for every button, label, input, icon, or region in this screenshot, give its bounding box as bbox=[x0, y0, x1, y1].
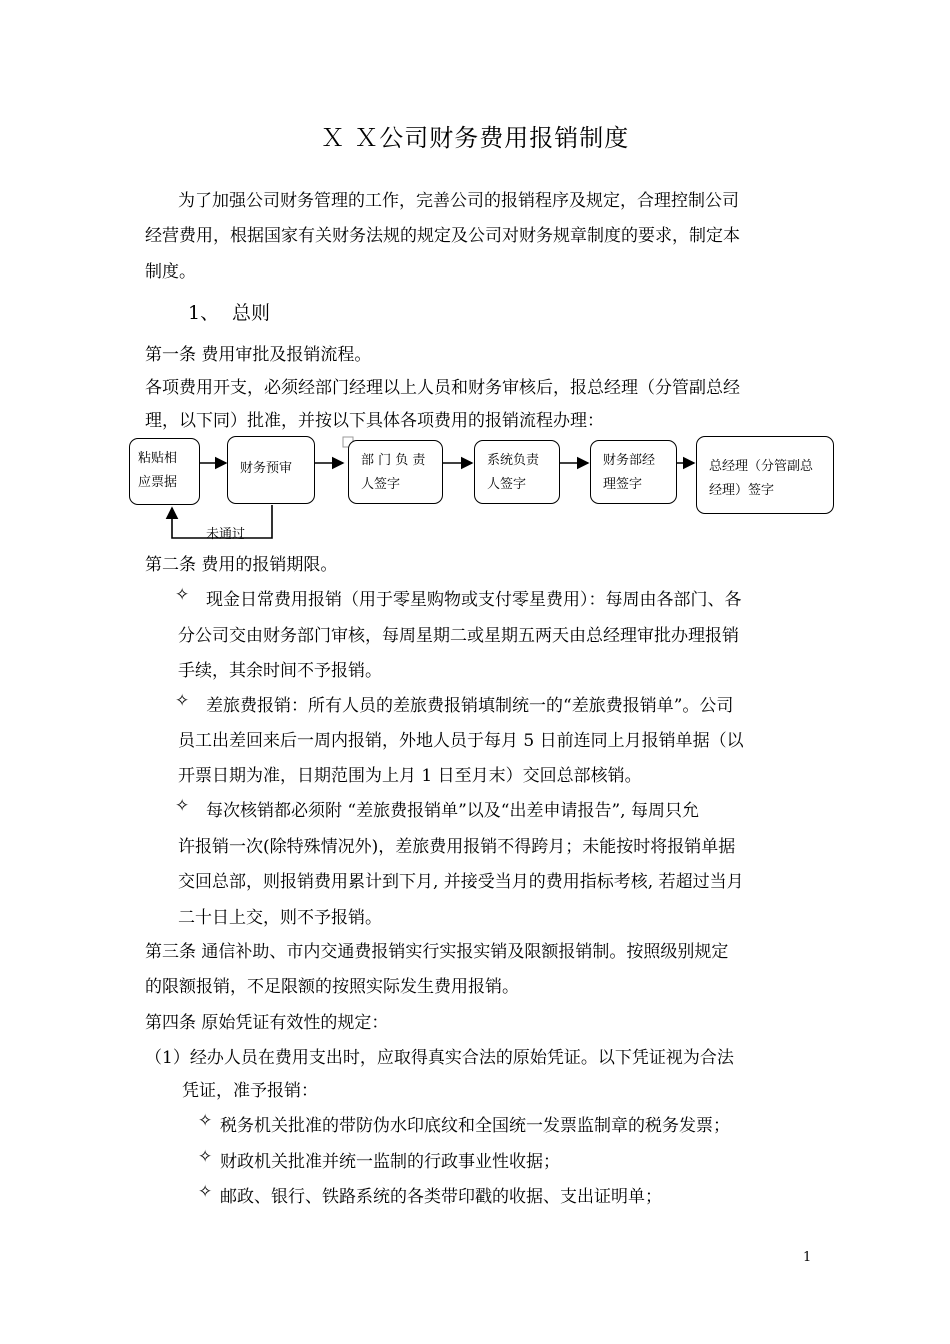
section-number: 1、 bbox=[188, 302, 220, 324]
intro-line-2: 经营费用，根据国家有关财务法规的规定及公司对财务规章制度的要求，制定本 bbox=[145, 226, 740, 246]
article-1-line-1: 各项费用开支，必须经部门经理以上人员和财务审核后，报总经理（分管副总经 bbox=[145, 378, 740, 398]
article-4-item-3: 邮政、银行、铁路系统的各类带印戳的收据、支出证明单； bbox=[220, 1187, 662, 1207]
article-4-sub1-line-1: （1）经办人员在费用支出时，应取得真实合法的原始凭证。以下凭证视为合法 bbox=[145, 1048, 734, 1068]
article-1-line-2: 理，以下同）批准，并按以下具体各项费用的报销流程办理： bbox=[145, 411, 604, 431]
article-2-item-1-line-3: 手续，其余时间不予报销。 bbox=[178, 661, 382, 681]
flow-step-6-line-2: 经理）签字 bbox=[709, 483, 775, 498]
bullet-icon: ✧ bbox=[175, 585, 190, 605]
bullet-icon: ✧ bbox=[198, 1111, 213, 1131]
article-2-item-3-line-3: 交回总部，则报销费用累计到下月, 并接受当月的费用指标考核, 若超过当月 bbox=[178, 872, 744, 892]
section-heading: 总则 bbox=[232, 302, 271, 324]
reject-label: 未通过 bbox=[206, 527, 246, 542]
flow-step-finance-precheck bbox=[227, 436, 315, 504]
flow-step-2-line-1: 财务预审 bbox=[240, 461, 293, 476]
article-2-item-3-line-1: 每次核销都必须附 “差旅费报销单”以及“出差申请报告”, 每周只允 bbox=[206, 801, 699, 821]
flow-step-5-line-2: 理签字 bbox=[603, 477, 643, 492]
flow-step-1-line-2: 应票据 bbox=[138, 475, 178, 490]
flow-step-4-line-1: 系统负责 bbox=[487, 453, 540, 468]
article-4-item-2: 财政机关批准并统一监制的行政事业性收据； bbox=[220, 1152, 560, 1172]
article-2-item-1-line-2: 分公司交由财务部门审核，每周星期二或星期五两天由总经理审批办理报销 bbox=[178, 626, 739, 646]
article-4-item-1: 税务机关批准的带防伪水印底纹和全国统一发票监制章的税务发票； bbox=[220, 1116, 730, 1136]
intro-line-1: 为了加强公司财务管理的工作，完善公司的报销程序及规定，合理控制公司 bbox=[178, 191, 739, 211]
article-2-item-3-line-2: 许报销一次(除特殊情况外)，差旅费用报销不得跨月；未能按时将报销单据 bbox=[178, 837, 736, 857]
flow-step-5-line-1: 财务部经 bbox=[603, 453, 656, 468]
flow-step-finance-manager-sign bbox=[590, 440, 677, 504]
flow-step-4-line-2: 人签字 bbox=[487, 477, 527, 492]
flow-step-general-manager-sign bbox=[696, 436, 834, 514]
bullet-icon: ✧ bbox=[175, 691, 190, 711]
flow-step-system-head-sign bbox=[474, 440, 560, 504]
flow-step-6-line-1: 总经理（分管副总 bbox=[709, 459, 814, 474]
flow-step-1-line-1: 粘贴相 bbox=[138, 451, 178, 466]
article-2-item-1-line-1: 现金日常费用报销（用于零星购物或支付零星费用）：每周由各部门、各 bbox=[206, 590, 742, 610]
document-title: Ｘ Ｘ公司财务费用报销制度 bbox=[320, 124, 630, 152]
flow-step-3-line-1: 部 门 负 责 bbox=[361, 453, 426, 468]
flow-step-dept-head-sign bbox=[348, 440, 443, 504]
article-3-line-2: 的限额报销，不足限额的按照实际发生费用报销。 bbox=[145, 977, 519, 997]
page-number: 1 bbox=[803, 1250, 812, 1265]
bullet-icon: ✧ bbox=[198, 1182, 213, 1202]
article-2-item-2-line-3: 开票日期为准，日期范围为上月 1 日至月末）交回总部核销。 bbox=[178, 766, 642, 786]
intro-line-3: 制度。 bbox=[145, 262, 196, 282]
article-4-title: 第四条 原始凭证有效性的规定： bbox=[145, 1013, 389, 1033]
article-2-item-3-line-4: 二十日上交，则不予报销。 bbox=[178, 908, 382, 928]
article-1-title: 第一条 费用审批及报销流程。 bbox=[145, 345, 372, 365]
article-3-line-1: 第三条 通信补助、市内交通费报销实行实报实销及限额报销制。按照级别规定 bbox=[145, 942, 729, 962]
flow-step-paste-receipts bbox=[129, 438, 200, 505]
article-2-item-2-line-1: 差旅费报销：所有人员的差旅费报销填制统一的“差旅费报销单”。公司 bbox=[206, 696, 734, 716]
article-2-item-2-line-2: 员工出差回来后一周内报销，外地人员于每月 5 日前连同上月报销单据（以 bbox=[178, 731, 744, 751]
flow-step-3-line-2: 人签字 bbox=[361, 477, 401, 492]
bullet-icon: ✧ bbox=[175, 796, 190, 816]
article-4-sub1-line-2: 凭证，准予报销： bbox=[182, 1081, 318, 1101]
bullet-icon: ✧ bbox=[198, 1147, 213, 1167]
article-2-title: 第二条 费用的报销期限。 bbox=[145, 555, 338, 575]
